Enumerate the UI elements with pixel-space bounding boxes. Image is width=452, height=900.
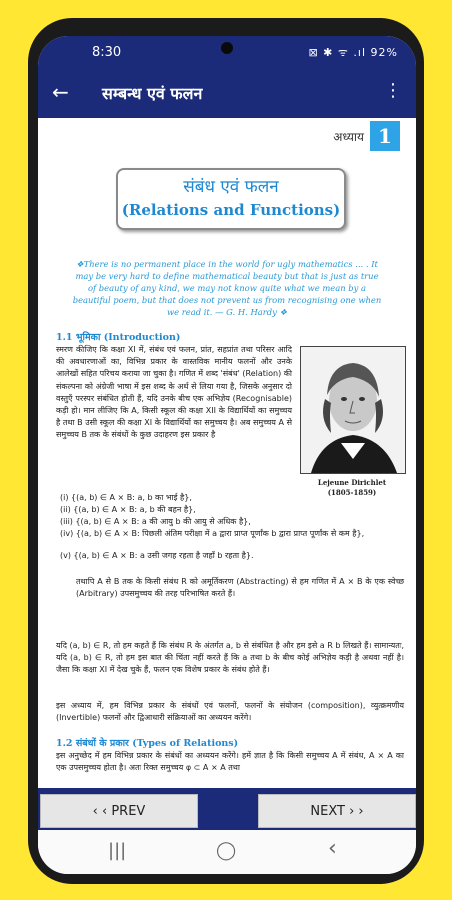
- list-item: (v) {(a, b) ∈ A × B: a उसी जगह रहता है जहाँ b रहता है}.: [60, 551, 254, 560]
- chapter-number: 1: [370, 121, 400, 151]
- relation-examples-list: [60, 492, 404, 562]
- chapter-title-box: [116, 168, 346, 230]
- paragraph-relation-notation: यदि (a, b) ∈ R, तो हम कहते हैं कि संबंध R के अंतर्गत a, b से संबंधित है और हम इसे a R b लिखते हैं। सामान्यतः, यदि (a, b) ∈ R, तो हम इस बात की चिंता नहीं करते हैं कि a तथा b के बीच कोई अभिज्ञेय कड़ी है अथवा नहीं है। जैसा कि कक्षा XI में देख चुके हैं, फलन एक विशेष प्रकार के संबंध होते हैं।: [56, 641, 404, 675]
- hardy-quote: ❖There is no permanent place in the world for ugly mathematics ... . It may be very hard to define mathematical beauty but that is just as true of beauty of any kind, we may not know quite what we mean by a beautiful poem, but that does not prevent us from recognising one when we read it. — G. H. Hardy ❖: [72, 259, 382, 317]
- status-bar: [38, 36, 416, 70]
- recent-apps-icon[interactable]: |||: [108, 840, 127, 861]
- page-navigation: [38, 788, 416, 830]
- portrait-drawing: [301, 347, 405, 473]
- system-back-icon[interactable]: ‹: [328, 836, 337, 861]
- next-button[interactable]: NEXT › ›: [258, 794, 416, 828]
- chapter-label: अध्याय: [333, 129, 364, 144]
- list-item: (iii) {(a, b) ∈ A × B: a की आयु b की आयु से अधिक है},: [60, 517, 251, 526]
- list-item: (iv) {(a, b) ∈ A × B: पिछली अंतिम परीक्षा में a द्वारा प्राप्त पूर्णांक b द्वारा प्राप्त पूर्णांक से कम है},: [60, 529, 365, 538]
- status-time: 8:30: [92, 45, 122, 60]
- dirichlet-portrait: [300, 346, 406, 474]
- paragraph-abstracting: तथापि A से B तक के किसी संबंध R को अमूर्तिकरण (Abstracting) से हम गणित में A × B के एक स्वेच्छ (Arbitrary) उपसमुच्चय की तरह परिभाषित करते हैं।: [76, 577, 404, 599]
- caption-name: Lejeune Dirichlet: [317, 478, 387, 487]
- list-item: (ii) {(a, b) ∈ A × B: a, b की बहन है},: [60, 505, 196, 514]
- system-navigation-bar: [38, 830, 416, 874]
- more-vert-icon[interactable]: ⋮: [384, 80, 402, 101]
- caption-years: (1805-1859): [327, 488, 377, 497]
- types-paragraph: इस अनुच्छेद में हम विभिन्न प्रकार के संबंधों का अध्ययन करेंगे। हमें ज्ञात है कि किसी समुच्चय A में संबंध, A × A का एक उपसमुच्चय होता है। अतः रिक्त समुच्चय φ ⊂ A × A तथा: [56, 751, 404, 773]
- chapter-title-hindi: संबंध एवं फलन: [183, 177, 279, 197]
- status-icons: ⊠ ✱ ᯤ .ıl 92%: [308, 46, 398, 59]
- book-page[interactable]: [38, 118, 416, 788]
- intro-paragraph: स्मरण कीजिए कि कक्षा XI में, संबंध एवं फलन, प्रांत, सहप्रांत तथा परिसर आदि की अवधारणाओं का, विभिन्न प्रकार के वास्तविक मानीय फलनों और उनके आलेखों सहित परिचय कराया जा चुका है। गणित में शब्द 'संबंध' (Relation) की संकल्पना को अंग्रेजी भाषा में इस शब्द के अर्थ से लिया गया है, जिसके अनुसार दो वस्तुएँ परस्पर संबंधित होती हैं, यदि उनके बीच एक अभिज्ञेय (Recognisable) कड़ी हो। मान लीजिए कि A, किसी स्कूल की कक्षा XII के विद्यार्थियों का समुच्चय है तथा B उसी स्कूल की कक्षा XI के विद्यार्थियों का समुच्चय है। अब समुच्चय A से समुच्चय B तक के संबंधों के कुछ उदाहरण इस प्रकार है: [56, 345, 292, 440]
- chapter-title-english: (Relations and Functions): [121, 201, 341, 219]
- prev-button[interactable]: ‹ ‹ PREV: [40, 794, 198, 828]
- paragraph-chapter-scope: इस अध्याय में, हम विभिन्न प्रकार के संबंधों एवं फलनों, फलनों के संयोजन (composition), व्युत्क्रमणीय (Invertible) फलनों और द्विआधारी संक्रियाओं का अध्ययन करेंगे।: [56, 701, 404, 723]
- section-heading-introduction: 1.1 भूमिका (Introduction): [56, 332, 181, 343]
- section-heading-types-of-relations: 1.2 संबंधों के प्रकार (Types of Relations): [56, 738, 239, 749]
- list-item: (i) {(a, b) ∈ A × B: a, b का भाई है},: [60, 493, 192, 502]
- home-icon[interactable]: ◯: [216, 840, 237, 861]
- screen: [38, 36, 416, 874]
- camera-hole: [221, 42, 233, 54]
- app-bar: [38, 70, 416, 118]
- chapter-badge: [333, 122, 400, 150]
- app-title: सम्बन्ध एवं फलन: [102, 84, 203, 103]
- arrow-left-icon[interactable]: ←: [52, 80, 69, 104]
